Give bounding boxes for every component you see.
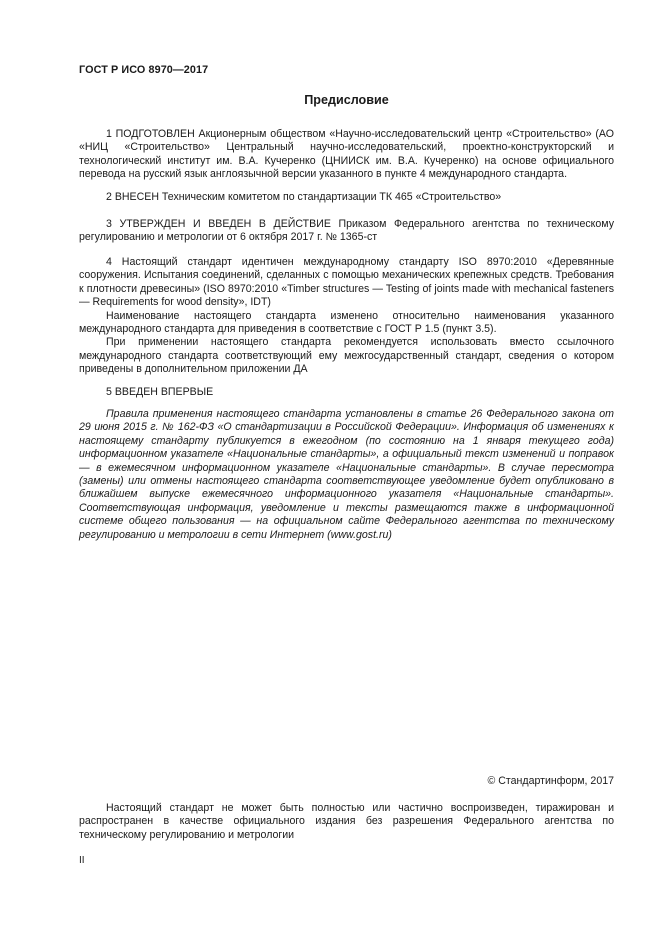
item-5-text: 5 ВВЕДЕН ВПЕРВЫЕ bbox=[106, 386, 214, 398]
rules-paragraph bbox=[79, 408, 614, 542]
item-1 bbox=[79, 128, 614, 182]
item-4-text: 4 Настоящий стандарт идентичен международному стандарту ISO 8970:2010 «Деревянные сооружения. Испытания соединений, сделанных с помощью механических крепежных средств. Требования к плотности древесины» (ISO 8970:2010 «Timber structures — Testing of joints made with mechanical fasteners — Requirements for wood density», IDT) bbox=[79, 256, 614, 309]
item-3 bbox=[79, 218, 614, 245]
item-5 bbox=[79, 386, 614, 399]
item-2-text: 2 ВНЕСЕН Техническим комитетом по стандартизации ТК 465 «Строительство» bbox=[106, 191, 502, 203]
item-3-text: 3 УТВЕРЖДЕН И ВВЕДЕН В ДЕЙСТВИЕ Приказом Федерального агентства по техническому регулированию и метрологии от 6 октября 2017 г. № 1365-ст bbox=[79, 218, 614, 244]
footer-note bbox=[79, 802, 614, 842]
page-title: Предисловие bbox=[304, 93, 389, 107]
rules-text: Правила применения настоящего стандарта установлены в статье 26 Федерального закона от 29 июня 2015 г. № 162-ФЗ «О стандартизации в Российской Федерации». Информация об изменениях к настоящему стандарту публикуется в ежегодном (по состоянию на 1 января текущего года) информационном указателе «Национальные стандарты», а официальный текст изменений и поправок — в ежемесячном информационном указателе «Национальные стандарты». В случае пересмотра (замены) или отмены настоящего стандарта соответствующее уведомление будет опубликовано в ближайшем выпуске ежемесячного информационного указателя «Национальные стандарты». Соответствующая информация, уведомление и тексты размещаются также в информационной системе общего пользования — на официальном сайте Федерального агентства по техническому регулированию и метрологии в сети Интернет (www.gost.ru) bbox=[79, 408, 614, 541]
item-4-reference-note: При применении настоящего стандарта рекомендуется использовать вместо ссылочного международного стандарта соответствующий ему межгосударственный стандарт, сведения о котором приведены в дополнительном приложении ДА bbox=[79, 336, 614, 376]
item-1-text: 1 ПОДГОТОВЛЕН Акционерным обществом «Научно-исследовательский центр «Строительство» (АО «НИЦ «Строительство» Центральный научно-исследовательский, проектно-конструкторский и технологический институт им. В.А. Кучеренко (ЦНИИСК им. В.А. Кучеренко) на основе официального перевода на русский язык англоязычной версии указанного в пункте 4 международного стандарта. bbox=[79, 128, 614, 181]
item-2 bbox=[79, 191, 614, 204]
page-number: II bbox=[79, 855, 85, 866]
document-header: ГОСТ Р ИСО 8970—2017 bbox=[79, 64, 209, 76]
copyright: © Стандартинформ, 2017 bbox=[487, 775, 614, 787]
item-4-rename-note: Наименование настоящего стандарта изменено относительно наименования указанного международного стандарта для приведения в соответствие с ГОСТ Р 1.5 (пункт 3.5). bbox=[79, 309, 614, 336]
footer-note-text: Настоящий стандарт не может быть полностью или частично воспроизведен, тиражирован и распространен в качестве официального издания без разрешения Федерального агентства по техническому регулированию и метрологии bbox=[79, 802, 614, 841]
item-4 bbox=[79, 256, 614, 377]
